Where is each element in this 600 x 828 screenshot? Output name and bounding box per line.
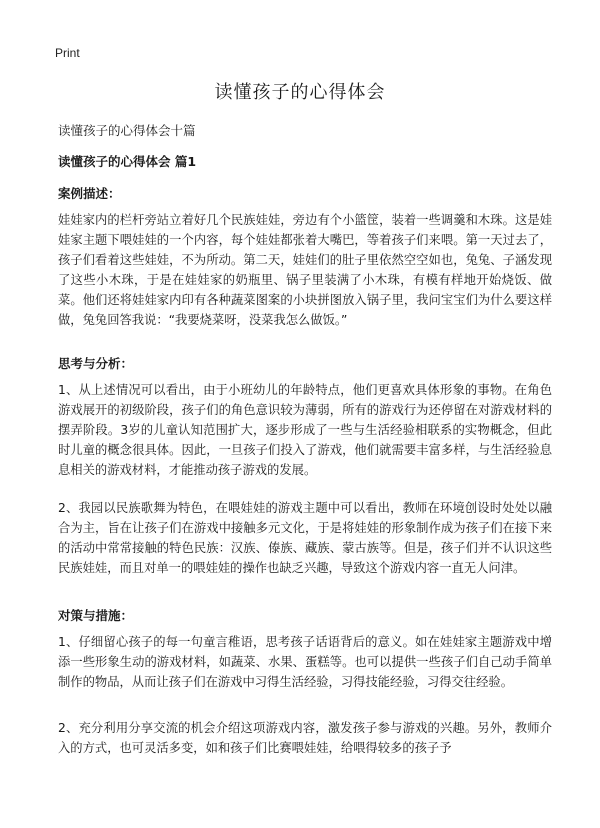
document-subtitle: 读懂孩子的心得体会十篇 [58,123,196,138]
paragraph-analysis-1: 1、从上述情况可以看出，由于小班幼儿的年龄特点，他们更喜欢具体形象的事物。在角色游戏展开的初级阶段，孩子们的角色意识较为薄弱，所有的游戏行为还停留在对游戏材料的摆弄阶段。3岁的儿童认知范围扩大，逐步形成了一些与生活经验相联系的实物概念，但此时儿童的概念很具体。因此，一旦孩子们投入了游戏，他们就需要丰富多样，与生活经验息息相关的游戏材料，才能推动孩子游戏的发展。 [58,383,552,477]
section-heading-analysis: 思考与分析： [58,356,134,371]
paragraph-measures-2: 2、充分利用分享交流的机会介绍这项游戏内容，激发孩子参与游戏的兴趣。另外，教师介入的方式，也可灵活多变，如和孩子们比赛喂娃娃，给喂得较多的孩子予 [58,721,552,755]
article-heading: 读懂孩子的心得体会 篇1 [58,154,197,169]
paragraph-analysis-2: 2、我园以民族歌舞为特色，在喂娃娃的游戏主题中可以看出，教师在环境创设时处处以融合为主，旨在让孩子们在游戏中接触多元文化，于是将娃娃的形象制作成为孩子们在接下来的活动中常常接触的特色民族：汉族、傣族、藏族、蒙古族等。但是，孩子们并不认识这些民族娃娃，而且对单一的喂娃娃的操作也缺乏兴趣，导致这个游戏内容一直无人问津。 [58,501,552,575]
section-heading-case: 案例描述： [58,186,121,201]
print-link[interactable]: Print [55,46,80,60]
paragraph-measures-1: 1、仔细留心孩子的每一句童言稚语，思考孩子话语背后的意义。如在娃娃家主题游戏中增添一些形象生动的游戏材料，如蔬菜、水果、蛋糕等。也可以提供一些孩子们自己动手简单制作的物品，从而让孩子们在游戏中习得生活经验，习得技能经验，习得交往经验。 [58,635,552,689]
paragraph-case-description: 娃娃家内的栏杆旁站立着好几个民族娃娃，旁边有个小篮筐，装着一些调羹和木珠。这是娃娃家主题下喂娃娃的一个内容，每个娃娃都张着大嘴巴，等着孩子们来喂。第一天过去了，孩子们看着这些娃娃，不为所动。第二天，娃娃们的肚子里依然空空如也，兔兔、子涵发现了这些小木珠，于是在娃娃家的奶瓶里、锅子里装满了小木珠，有模有样地开始烧饭、做菜。他们还将娃娃家内印有各种蔬菜图案的小块拼图放入锅子里，我问宝宝们为什么要这样做，兔兔回答我说：“我要烧菜呀，没菜我怎么做饭。” [58,213,552,327]
section-heading-measures: 对策与措施： [58,608,134,623]
page-title: 读懂孩子的心得体会 [214,82,386,103]
